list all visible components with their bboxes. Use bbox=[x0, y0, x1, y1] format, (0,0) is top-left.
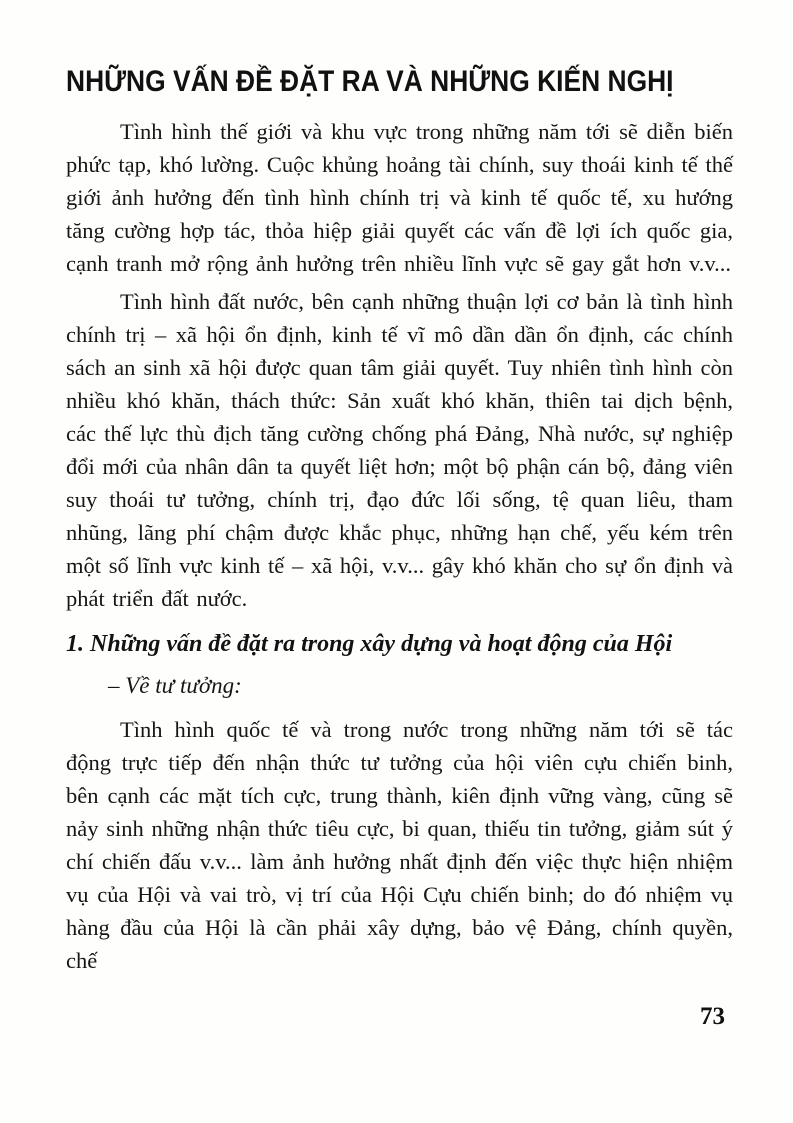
section-heading: 1. Những vấn đề đặt ra trong xây dựng và hoạt động của Hội bbox=[66, 631, 673, 657]
paragraph: Tình hình đất nước, bên cạnh những thuận lợi cơ bản là tình hình chính trị – xã hội ổn định, kinh tế vĩ mô dần dần ổn định, các chính sách an sinh xã hội được quan tâm giải quyết. Tuy nhiên tình hình còn nhiều khó khăn, thách thức: Sản xuất khó khăn, thiên tai dịch bệnh, các thế lực thù địch tăng cường chống phá Đảng, Nhà nước, sự nghiệp đổi mới của nhân dân ta quyết liệt hơn; một bộ phận cán bộ, đảng viên suy thoái tư tưởng, chính trị, đạo đức lối sống, tệ quan liêu, tham nhũng, lãng phí chậm được khắc phục, những hạn chế, yếu kém trên một số lĩnh vực kinh tế – xã hội, v.v... gây khó khăn cho sự ổn định và phát triển đất nước. bbox=[66, 289, 733, 611]
page-number: 73 bbox=[700, 1003, 725, 1030]
text-column bbox=[66, 64, 733, 977]
section-subheading: – Về tư tưởng: bbox=[108, 673, 242, 698]
page-title: NHỮNG VẤN ĐỀ ĐẶT RA VÀ NHỮNG KIẾN NGHỊ bbox=[66, 65, 674, 98]
section-paragraph: Tình hình quốc tế và trong nước trong những năm tới sẽ tác động trực tiếp đến nhận thức tư tưởng của hội viên cựu chiến binh, bên cạnh các mặt tích cực, trung thành, kiên định vững vàng, cũng sẽ nảy sinh những nhận thức tiêu cực, bi quan, thiếu tin tưởng, giảm sút ý chí chiến đấu v.v... làm ảnh hưởng nhất định đến việc thực hiện nhiệm vụ của Hội và vai trò, vị trí của Hội Cựu chiến binh; do đó nhiệm vụ hàng đầu của Hội là cần phải xây dựng, bảo vệ Đảng, chính quyền, chế bbox=[66, 717, 733, 973]
paragraph: Tình hình thế giới và khu vực trong những năm tới sẽ diễn biến phức tạp, khó lường. Cuộc khủng hoảng tài chính, suy thoái kinh tế thế giới ảnh hưởng đến tình hình chính trị và kinh tế quốc tế, xu hướng tăng cường hợp tác, thỏa hiệp giải quyết các vấn đề lợi ích quốc gia, cạnh tranh mở rộng ảnh hưởng trên nhiều lĩnh vực sẽ gay gắt hơn v.v... bbox=[66, 119, 733, 276]
